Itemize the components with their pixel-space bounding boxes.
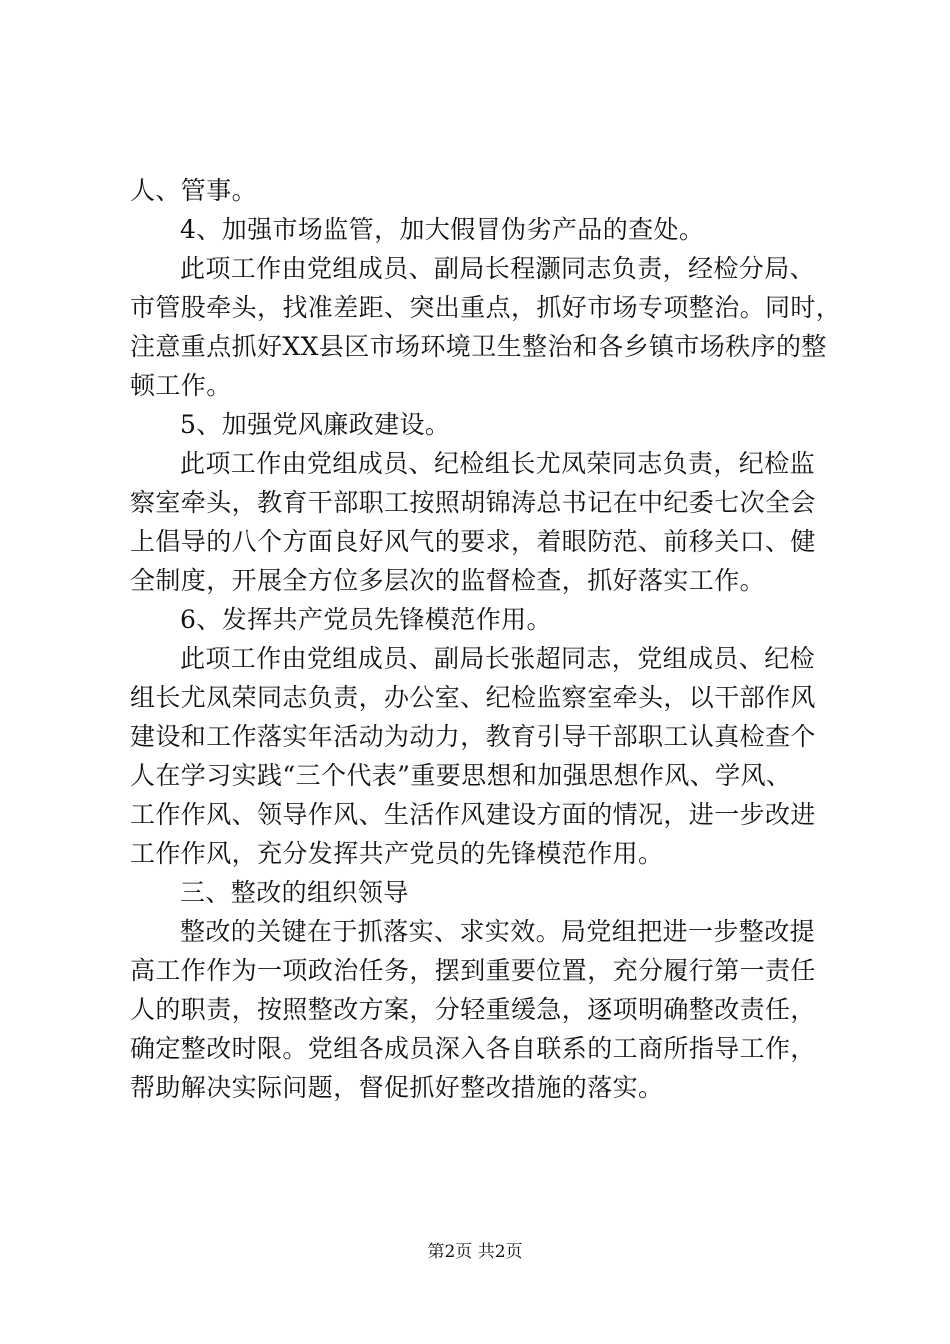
text-line: 4、加强市场监管，加大假冒伪劣产品的查处。 <box>180 215 705 244</box>
text-line: 上倡导的八个方面良好风气的要求，着眼防范、前移关口、健 <box>130 527 816 556</box>
text-line: 人、管事。 <box>130 176 258 205</box>
text-line: 确定整改时限。党组各成员深入各自联系的工商所指导工作， <box>130 1034 816 1063</box>
text-line: 市管股牵头，找准差距、突出重点，抓好市场专项整治。同时， <box>130 293 842 322</box>
text-line: 工作作风、领导作风、生活作风建设方面的情况，进一步改进 <box>130 800 816 829</box>
text-line: 建设和工作落实年活动为动力，教育引导干部职工认真检查个 <box>130 722 816 751</box>
text-line: 全制度，开展全方位多层次的监督检查，抓好落实工作。 <box>130 566 766 595</box>
text-line: 整改的关键在于抓落实、求实效。局党组把进一步整改提 <box>180 917 816 946</box>
page-number: 第2页 共2页 <box>427 1242 523 1262</box>
text-line: 6、发挥共产党员先锋模范作用。 <box>180 605 552 634</box>
document-body <box>130 171 842 1107</box>
text-line: 人的职责，按照整改方案，分轻重缓急，逐项明确整改责任， <box>130 995 816 1024</box>
text-line: 三、整改的组织领导 <box>180 878 409 907</box>
text-line: 高工作作为一项政治任务，摆到重要位置，充分履行第一责任 <box>130 956 816 985</box>
text-line: 此项工作由党组成员、副局长程灏同志负责，经检分局、 <box>180 254 816 283</box>
text-line: 此项工作由党组成员、纪检组长尤凤荣同志负责，纪检监 <box>180 449 816 478</box>
text-line: 顿工作。 <box>130 371 232 400</box>
text-line: 帮助解决实际问题，督促抓好整改措施的落实。 <box>130 1073 664 1102</box>
text-line: 察室牵头，教育干部职工按照胡锦涛总书记在中纪委七次全会 <box>130 488 816 517</box>
text-line: 此项工作由党组成员、副局长张超同志，党组成员、纪检 <box>180 644 816 673</box>
text-line: 人在学习实践“三个代表”重要思想和加强思想作风、学风、 <box>130 761 792 790</box>
text-line: 5、加强党风廉政建设。 <box>180 410 451 439</box>
text-line: 注意重点抓好XX县区市场环境卫生整治和各乡镇市场秩序的整 <box>130 332 827 361</box>
text-line: 工作作风，充分发挥共产党员的先锋模范作用。 <box>130 839 664 868</box>
text-line: 组长尤凤荣同志负责，办公室、纪检监察室牵头，以干部作风 <box>130 683 816 712</box>
